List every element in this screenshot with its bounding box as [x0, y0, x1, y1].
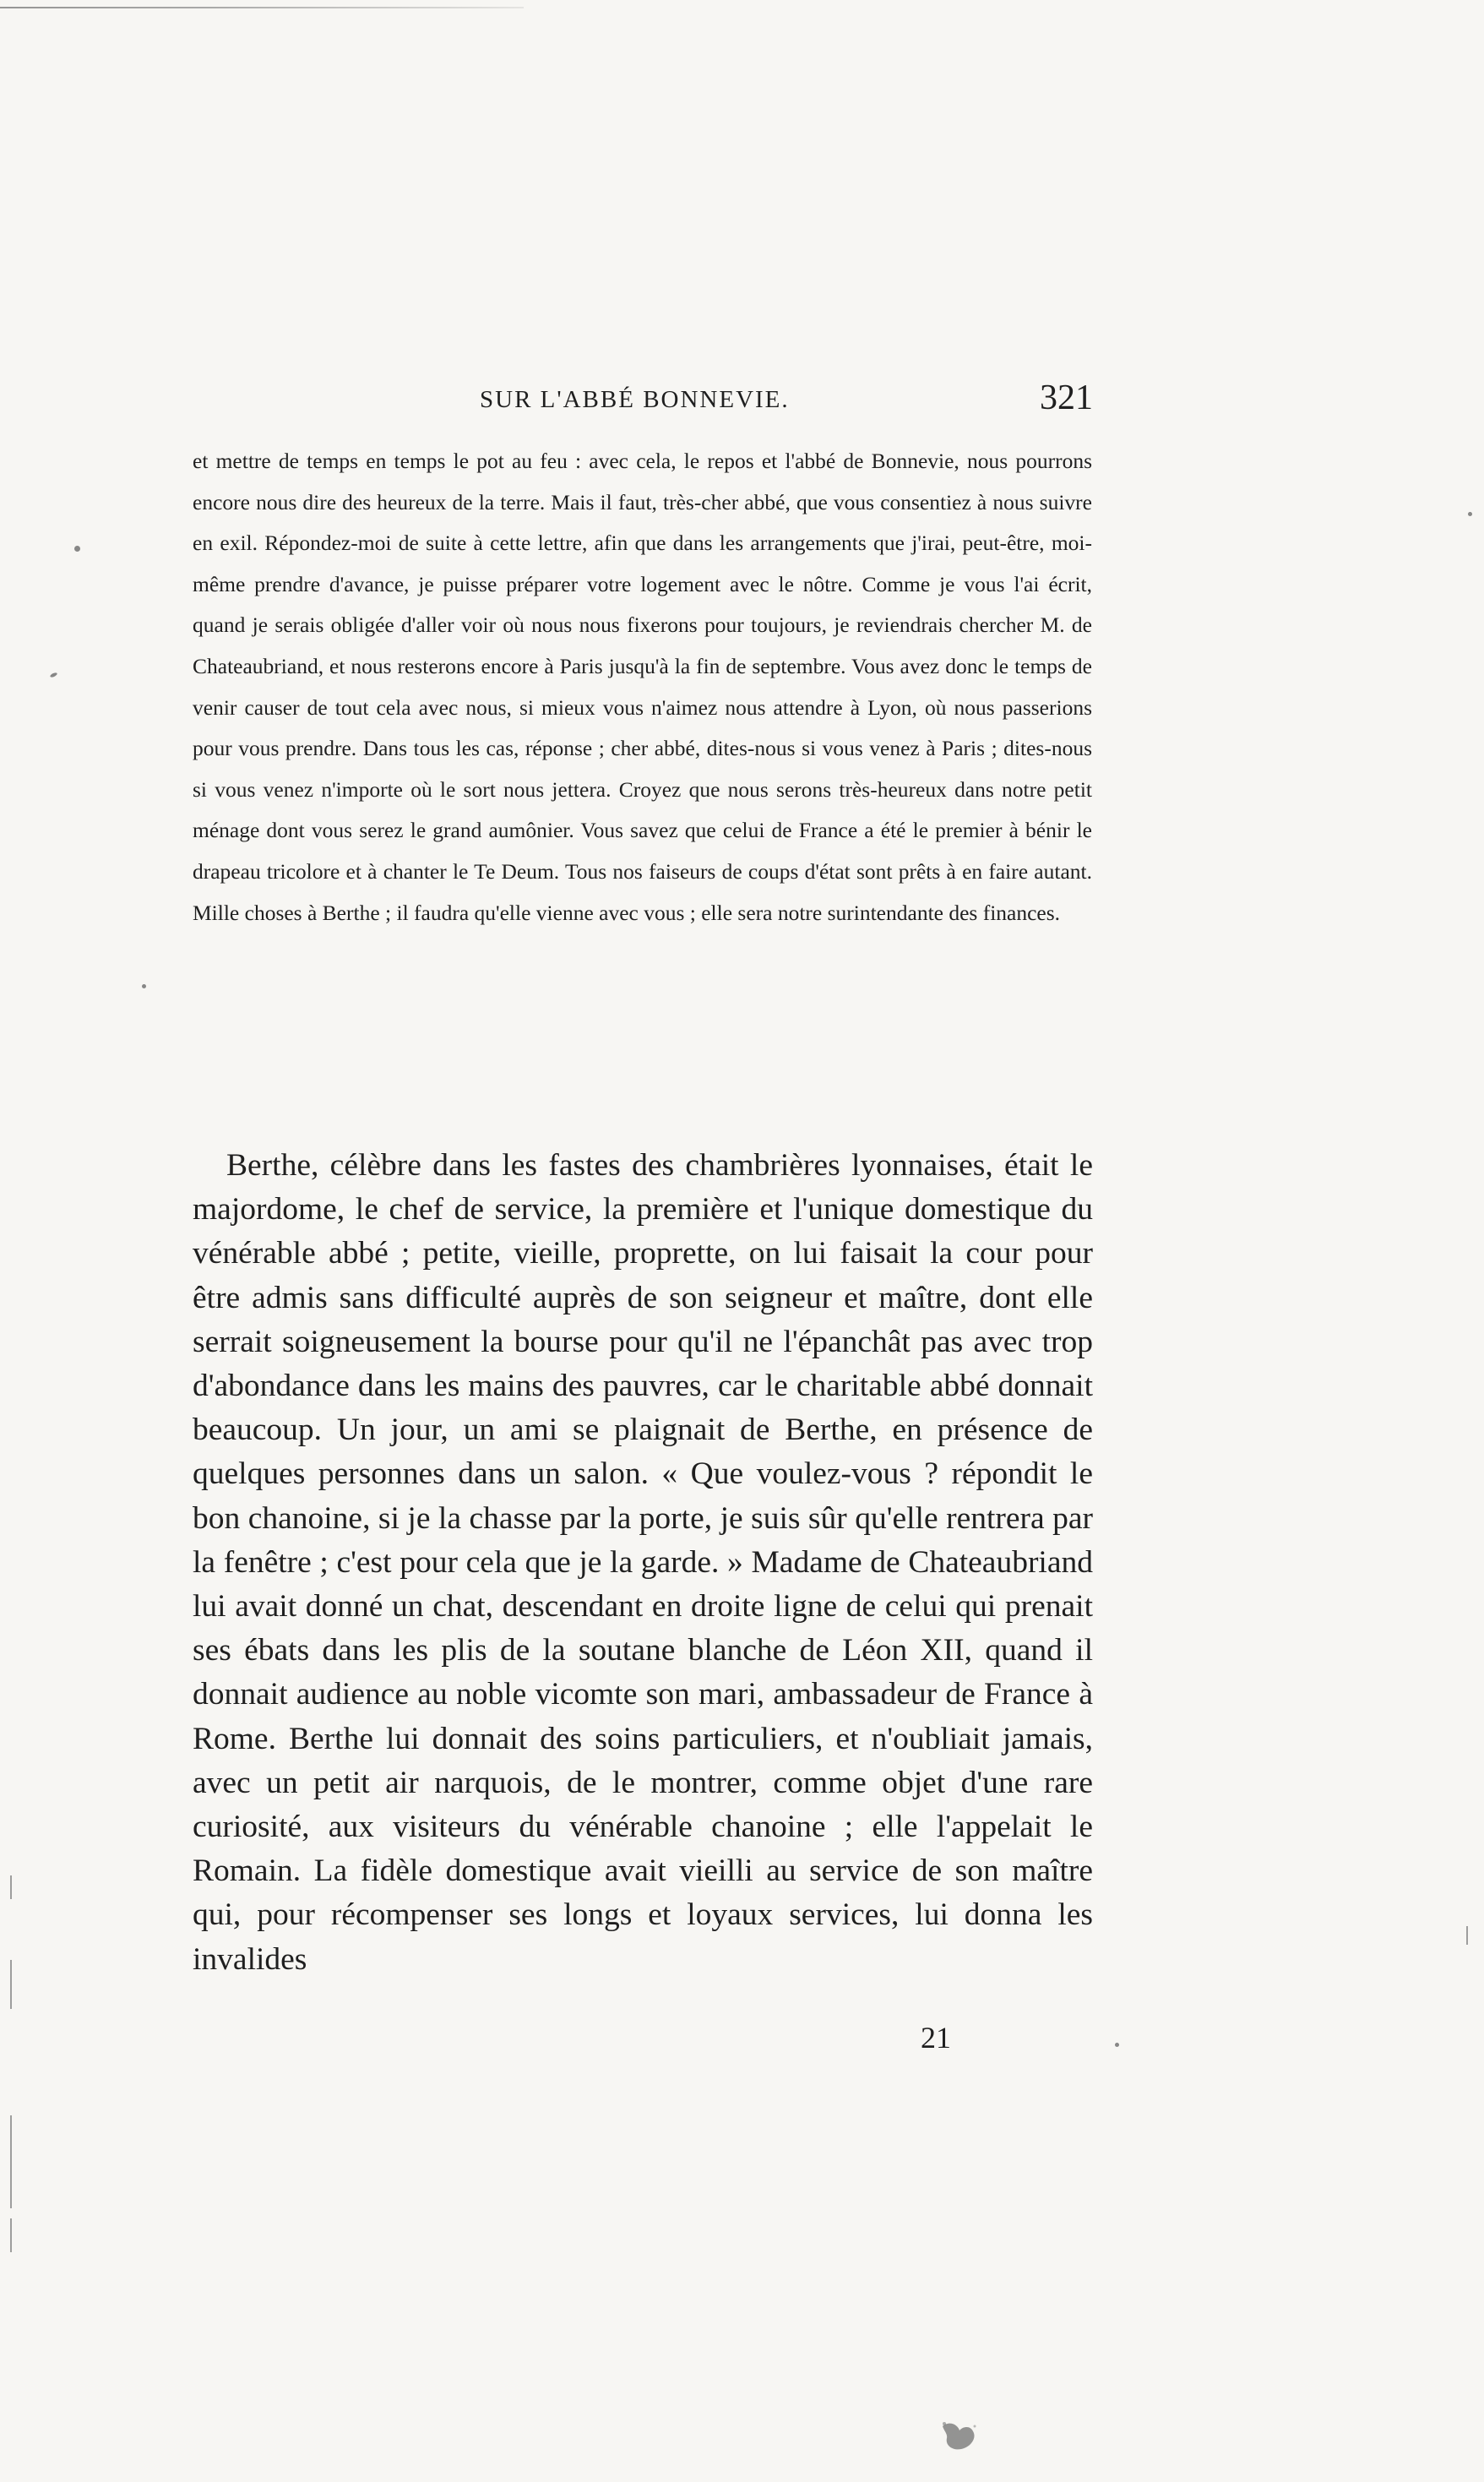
margin-scratch — [1466, 1926, 1468, 1945]
margin-scratch — [10, 2218, 12, 2252]
quoted-letter — [193, 441, 1092, 933]
scan-speck — [50, 672, 58, 678]
scan-speck — [142, 984, 146, 988]
signature-mark: 21 — [921, 2021, 951, 2055]
running-head: SUR L'ABBÉ BONNEVIE. — [480, 386, 790, 413]
scan-speck — [1468, 512, 1472, 516]
scan-edge-artifact — [0, 7, 524, 8]
page-number: 321 — [1040, 378, 1093, 417]
margin-scratch — [10, 1875, 12, 1899]
scan-speck — [1115, 2043, 1119, 2047]
quoted-letter-text: et mettre de temps en temps le pot au feu : avec cela, le repos et l'abbé de Bonnevie, nous pourrons encore nous dire des heureux de la terre. Mais il faut, très-cher abbé, que vous consentiez à nous suivre en exil. Répondez-moi de suite à cette lettre, afin que dans les arrangements que j'irai, peut-être, moi-même prendre d'avance, je puisse préparer votre logement avec le nôtre. Comme je vous l'ai écrit, quand je serais obligée d'aller voir où nous nous fixerons pour toujours, je reviendrais chercher M. de Chateaubriand, et nous resterons encore à Paris jusqu'à la fin de septembre. Vous avez donc le temps de venir causer de tout cela avec nous, si mieux vous n'aimez nous attendre à Lyon, où nous passerions pour vous prendre. Dans tous les cas, réponse ; cher abbé, dites-nous si vous venez à Paris ; dites-nous si vous venez n'importe où le sort nous jettera. Croyez que nous serons très-heureux dans notre petit ménage dont vous serez le grand aumônier. Vous savez que celui de France a été le premier à bénir le drapeau tricolore et à chanter le Te Deum. Tous nos faiseurs de coups d'état sont prêts à en faire autant. Mille choses à Berthe ; il faudra qu'elle vienne avec vous ; elle sera notre surintendante des finances. — [193, 449, 1092, 925]
scan-speck — [74, 546, 80, 552]
margin-scratch — [10, 1960, 12, 2009]
margin-scratch — [10, 2115, 12, 2208]
main-paragraph — [193, 1144, 1093, 1982]
main-paragraph-text: Berthe, célèbre dans les fastes des chambrières lyonnaises, était le majordome, le chef de service, la première et l'unique domestique du vénérable abbé ; petite, vieille, proprette, on lui faisait la cour pour être admis sans difficulté auprès de son seigneur et maître, dont elle serrait soigneusement la bourse pour qu'il ne l'épanchât pas avec trop d'abondance dans les mains des pauvres, car le charitable abbé donnait beaucoup. Un jour, un ami se plaignait de Berthe, en présence de quelques personnes dans un salon. « Que voulez-vous ? répondit le bon chanoine, si je la chasse par la porte, je suis sûr qu'elle rentrera par la fenêtre ; c'est pour cela que je la garde. » Madame de Chateaubriand lui avait donné un chat, descendant en droite ligne de celui qui prenait ses ébats dans les plis de la soutane blanche de Léon XII, quand il donnait audience au noble vicomte son mari, ambassadeur de France à Rome. Berthe lui donnait des soins particuliers, et n'oubliait jamais, avec un petit air narquois, de le montrer, comme objet d'une rare curiosité, aux visiteurs du vénérable chanoine ; elle l'appelait le Romain. La fidèle domestique avait vieilli au service de son maître qui, pour récompenser ses longs et loyaux services, lui donna les invalides — [193, 1148, 1093, 1977]
page-header — [193, 378, 1093, 428]
ink-blot-icon — [938, 2418, 981, 2453]
